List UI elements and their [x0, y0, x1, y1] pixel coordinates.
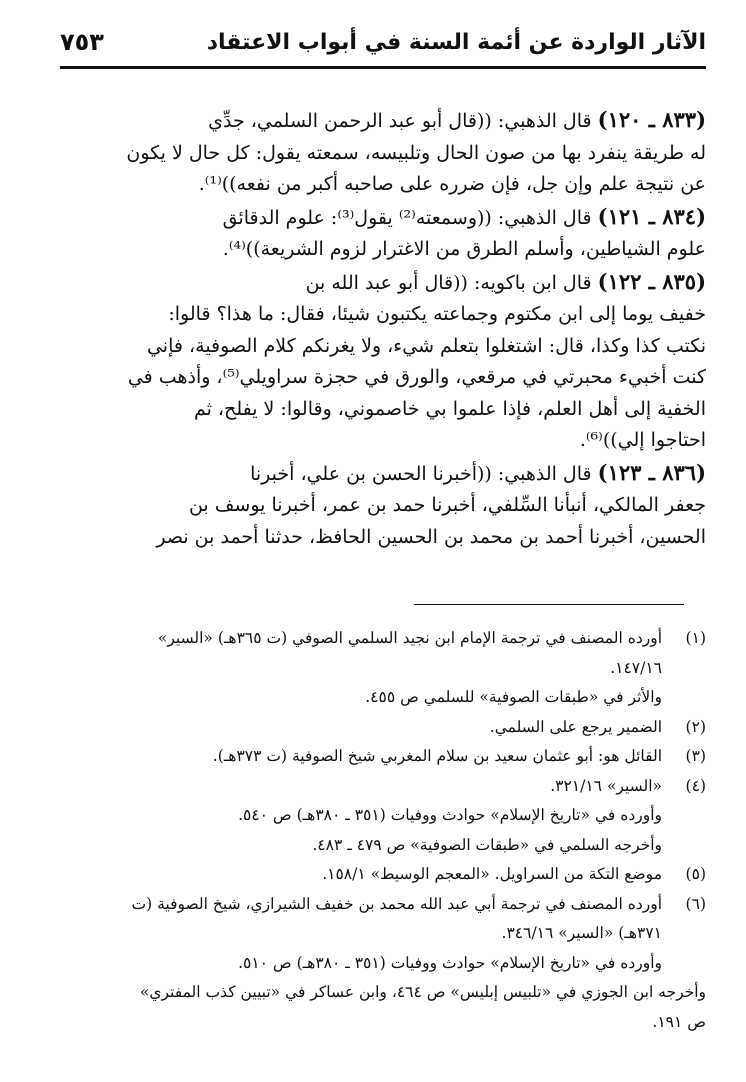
text-line: عن نتيجة علم وإن جل، فإن ضرره على صاحبه أكبر من نفعه))⁽¹⁾. [198, 173, 706, 195]
footnote-line: وأخرجه السلمي في «طبقات الصوفية» ص ٤٧٩ ـ ٤٨٣. [312, 835, 662, 854]
text-line: (٨٣٤ ـ ١٢١) قال الذهبي: ((وسمعته⁽²⁾ يقول⁽³⁾: علوم الدقائق [222, 203, 706, 229]
text-line: خفيف يوما إلى ابن مكتوم وجماعته يكتبون شيئا، فقال: ما هذا؟ قالوا: [168, 303, 706, 325]
text-line: نكتب كذا وكذا، قال: اشتغلوا بتعلم شيء، ولا يغرنكم كلام الصوفية، فإني [146, 334, 706, 357]
footnote-mark: (٢) [685, 717, 706, 736]
athar-entry [62, 266, 706, 457]
text-line: (٨٣٥ ـ ١٢٢) قال ابن باكويه: ((قال أبو عبد الله بن [305, 268, 706, 294]
text-line: الخفية إلى أهل العلم، فإذا علموا بي خاصموني، وقالوا: لا يفلح، ثم [193, 397, 706, 420]
footnote-mark: (١) [685, 629, 706, 647]
footnote-mark: (٤) [685, 776, 706, 795]
text-line: احتاجوا إلي))⁽⁶⁾. [579, 429, 706, 451]
text-line: (٨٣٣ ـ ١٢٠) قال الذهبي: ((قال أبو عبد الرحمن السلمي، جدِّي [208, 107, 706, 132]
entry-number: (٨٣٥ ـ ١٢٢) [597, 268, 706, 294]
footnote [62, 742, 706, 772]
entry-number: (٨٣٣ ـ ١٢٠) [597, 107, 706, 132]
text-line: كنت أخبيء محبرتي في مرقعي، والورق في حجزة سراويلي⁽⁵⁾، وأذهب في [127, 366, 706, 388]
footnote-line: الضمير يرجع على السلمي. [489, 717, 662, 736]
entry-number: (٨٣٦ ـ ١٢٣) [597, 459, 706, 485]
footnote [62, 624, 706, 683]
entry-number: (٨٣٤ ـ ١٢١) [597, 203, 706, 229]
footnote-mark: (٦) [685, 894, 706, 913]
header-rule [60, 66, 706, 69]
footnote [62, 890, 706, 949]
text-line: جعفر المالكي، أنبأنا السِّلفي، أخبرنا حمد بن عمر، أخبرنا يوسف بن [188, 494, 706, 516]
footnote [62, 860, 706, 890]
footnote-line: ص ١٩١. [652, 1012, 706, 1031]
text-line: علوم الشياطين، وأسلم الطرق من الاغترار لزوم الشريعة))⁽⁴⁾. [222, 238, 706, 260]
athar-entry [62, 201, 706, 266]
footnote-line: «السير» ٣٢١/١٦. [550, 776, 662, 795]
footnote-line: وأخرجه ابن الجوزي في «تلبيس إبليس» ص ٤٦٤، وابن عساكر في «تبيين كذب المفتري» [139, 983, 706, 1001]
footnote-line: ٣٧١هـ) «السير» ٣٤٦/١٦. [501, 924, 662, 942]
footnote-line: أورده المصنف في ترجمة الإمام ابن نجيد السلمي الصوفي (ت ٣٦٥هـ) «السير» [157, 629, 662, 647]
footnote [62, 772, 706, 802]
footnotes [62, 624, 706, 1037]
page-header [60, 22, 706, 66]
athar-entry [62, 104, 706, 201]
main-text [62, 104, 706, 553]
running-title: الآثار الواردة عن أئمة السنة في أبواب الاعتقاد [206, 30, 706, 55]
footnote-separator [414, 604, 684, 605]
footnote-mark: (٥) [685, 865, 706, 883]
footnote-line: والأثر في «طبقات الصوفية» للسلمي ص ٤٥٥. [365, 688, 662, 706]
footnote-line: وأورده في «تاريخ الإسلام» حوادث ووفيات (٣٥١ ـ ٣٨٠هـ) ص ٥٤٠. [238, 806, 662, 824]
text-line: الحسين، أخبرنا أحمد بن محمد بن الحسين الحافظ، حدثنا أحمد بن نصر [156, 525, 706, 548]
footnote-line: ١٤٧/١٦. [610, 658, 662, 677]
footnote-mark: (٣) [685, 747, 706, 765]
text-line: (٨٣٦ ـ ١٢٣) قال الذهبي: ((أخبرنا الحسن بن علي، أخبرنا [250, 459, 706, 485]
footnote [62, 713, 706, 743]
text-line: له طريقة ينفرد بها من صون الحال وتلبيسه، سمعته يقول: كل حال لا يكون [126, 141, 706, 164]
footnote-line: موضع التكة من السراويل. «المعجم الوسيط» ١٥٨/١. [322, 865, 662, 883]
athar-entry [62, 457, 706, 554]
footnote-line: القائل هو: أبو عثمان سعيد بن سلام المغربي شيخ الصوفية (ت ٣٧٣هـ). [212, 747, 662, 765]
footnote-line: أورده المصنف في ترجمة أبي عبد الله محمد بن خفيف الشيرازي، شيخ الصوفية (ت [131, 894, 662, 913]
footnote-line: وأورده في «تاريخ الإسلام» حوادث ووفيات (٣٥١ ـ ٣٨٠هـ) ص ٥١٠. [238, 953, 662, 972]
page-number: ٧٥٣ [60, 28, 104, 56]
